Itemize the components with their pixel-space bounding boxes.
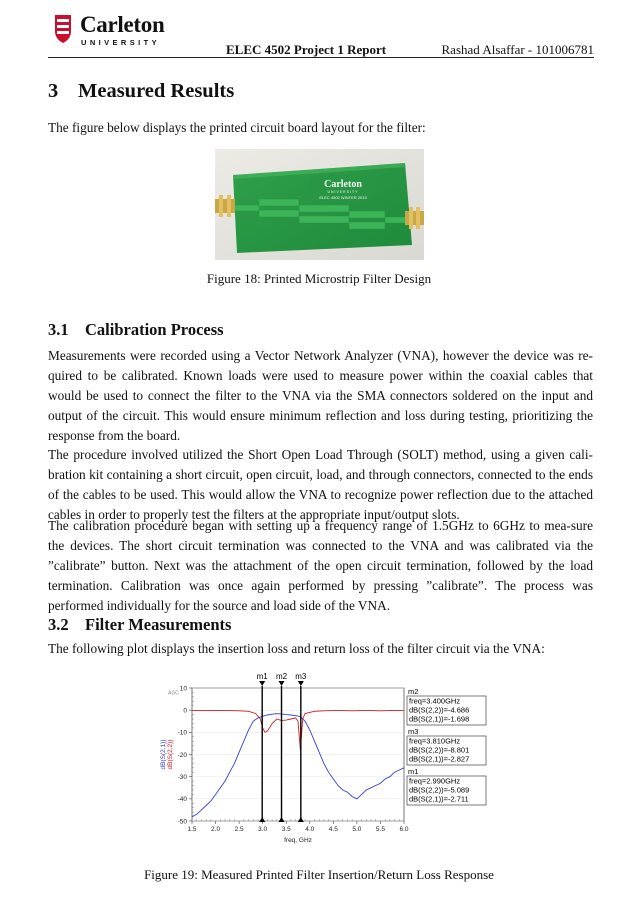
x-tick-label: 2.5 [234, 826, 244, 833]
marker-triangle-m1 [259, 681, 265, 686]
board-brand: Carleton [324, 179, 362, 190]
x-axis-label: freq, GHz [284, 837, 312, 844]
x-tick-label: 4.0 [305, 826, 315, 833]
x-tick-label: 2.0 [211, 826, 221, 833]
subsection-filter-measurements [48, 615, 231, 635]
readout-label-m3: m3 [408, 727, 419, 736]
series-line-s21 [192, 714, 404, 817]
y-tick-label: -50 [177, 818, 187, 826]
calibration-paragraph-2: The procedure involved utilized the Short Open Load Through (SOLT) method, using a given cali-bration kit containing a short circuit, open circuit, load, and through connectors, connected to the ends of the cables to be used. This would allow the VNA to recognize power reflection due to the attached cables in order to properly test the filters at the appropriate input/output slots. [48, 447, 593, 522]
y-axis-label-s22: dB(S(2,2)) [167, 739, 174, 770]
x-tick-label: 6.0 [399, 826, 409, 833]
corner-label: AGC [168, 690, 179, 697]
marker-triangle-m2 [279, 681, 285, 686]
x-tick-label: 3.5 [281, 826, 291, 833]
subsection-title: Filter Measurements [85, 615, 232, 634]
y-axis-label-s21: dB(S(2,1)) [160, 739, 167, 770]
x-tick-label: 5.0 [352, 826, 362, 833]
subsection-calibration [48, 320, 224, 340]
readout-line: dB(S(2,1))=-2.827 [409, 754, 470, 764]
marker-label-m2: m2 [275, 672, 288, 681]
readout-line: dB(S(2,2))=-5.089 [409, 785, 470, 795]
y-tick-label: -20 [177, 751, 187, 759]
sparameter-chart [140, 672, 500, 844]
filter-paragraph: The following plot displays the insertion loss and return loss of the filter circuit via the VNA: [48, 641, 545, 656]
marker-triangle-m3 [298, 681, 304, 686]
marker-base-m1 [259, 817, 265, 822]
marker-base-m2 [279, 817, 285, 822]
readout-line: dB(S(2,1))=-2.711 [409, 794, 469, 804]
marker-base-m3 [298, 817, 304, 822]
figure-18-caption: Figure 18: Printed Microstrip Filter Design [206, 271, 432, 286]
x-tick-label: 3.0 [258, 826, 268, 833]
subsection-number: 3.2 [48, 615, 69, 634]
y-tick-label: 0 [183, 707, 187, 715]
board-label: ELEC 4502 WINTER 2019 [319, 195, 367, 200]
figure-19-caption: Figure 19: Measured Printed Filter Insertion/Return Loss Response [144, 867, 494, 882]
board-sub: UNIVERSITY [327, 190, 359, 194]
running-header [48, 40, 594, 58]
section-number: 3 [48, 80, 59, 102]
subsection-title: Calibration Process [85, 320, 224, 339]
readout-line: dB(S(2,2))=-4.686 [409, 705, 470, 715]
y-tick-label: 10 [179, 685, 187, 693]
report-title: ELEC 4502 Project 1 Report [226, 42, 387, 57]
readout-line: dB(S(2,2))=-8.801 [409, 745, 470, 755]
readout-line: freq=3.400GHz [409, 696, 461, 706]
readout-line: freq=3.810GHz [409, 736, 461, 746]
y-tick-label: -10 [177, 729, 187, 737]
intro-paragraph: The figure below displays the printed circuit board layout for the filter: [48, 120, 426, 135]
logo-name: Carleton [80, 12, 165, 37]
logo-subtitle: UNIVERSITY [81, 38, 161, 47]
subsection-number: 3.1 [48, 320, 69, 339]
y-tick-label: -40 [177, 796, 187, 804]
section-heading [48, 80, 234, 103]
calibration-paragraph-3: The calibration procedure began with setting up a frequency range of 1.5GHz to 6GHz to mea-sure the devices. The short circuit termination was connected to the VNA and was calibrated via the ”calibrate” button. Next was the attachment of the open circuit termination, followed by the load termination. Calibration was once again performed by pressing ”calibrate”. The process was performed individually for the source and load side of the VNA. [48, 518, 593, 613]
x-tick-label: 4.5 [328, 826, 338, 833]
y-tick-label: -30 [177, 773, 187, 781]
readout-label-m1: m1 [408, 767, 419, 776]
calibration-paragraph-1: Measurements were recorded using a Vector Network Analyzer (VNA), however the device was re-quired to be calibrated. Known loads were used to measure power within the coaxial cables that would be used to connect the filter to the VNA via the SMA connectors soldered on the input and output of the circuit. This would ensure minimum reflection and loss during testing, prioritizing the response from the board. [48, 348, 593, 443]
marker-label-m3: m3 [295, 672, 307, 681]
readout-line: dB(S(2,1))=-1.698 [409, 714, 470, 724]
report-author: Rashad Alsaffar - 101006781 [441, 42, 594, 57]
marker-label-m1: m1 [256, 672, 268, 681]
x-tick-label: 5.5 [375, 826, 385, 833]
section-title: Measured Results [78, 80, 235, 102]
pcb-photo [215, 149, 424, 260]
readout-line: freq=2.990GHz [409, 776, 461, 786]
x-tick-label: 1.5 [187, 826, 197, 833]
readout-label-m2: m2 [408, 687, 419, 696]
